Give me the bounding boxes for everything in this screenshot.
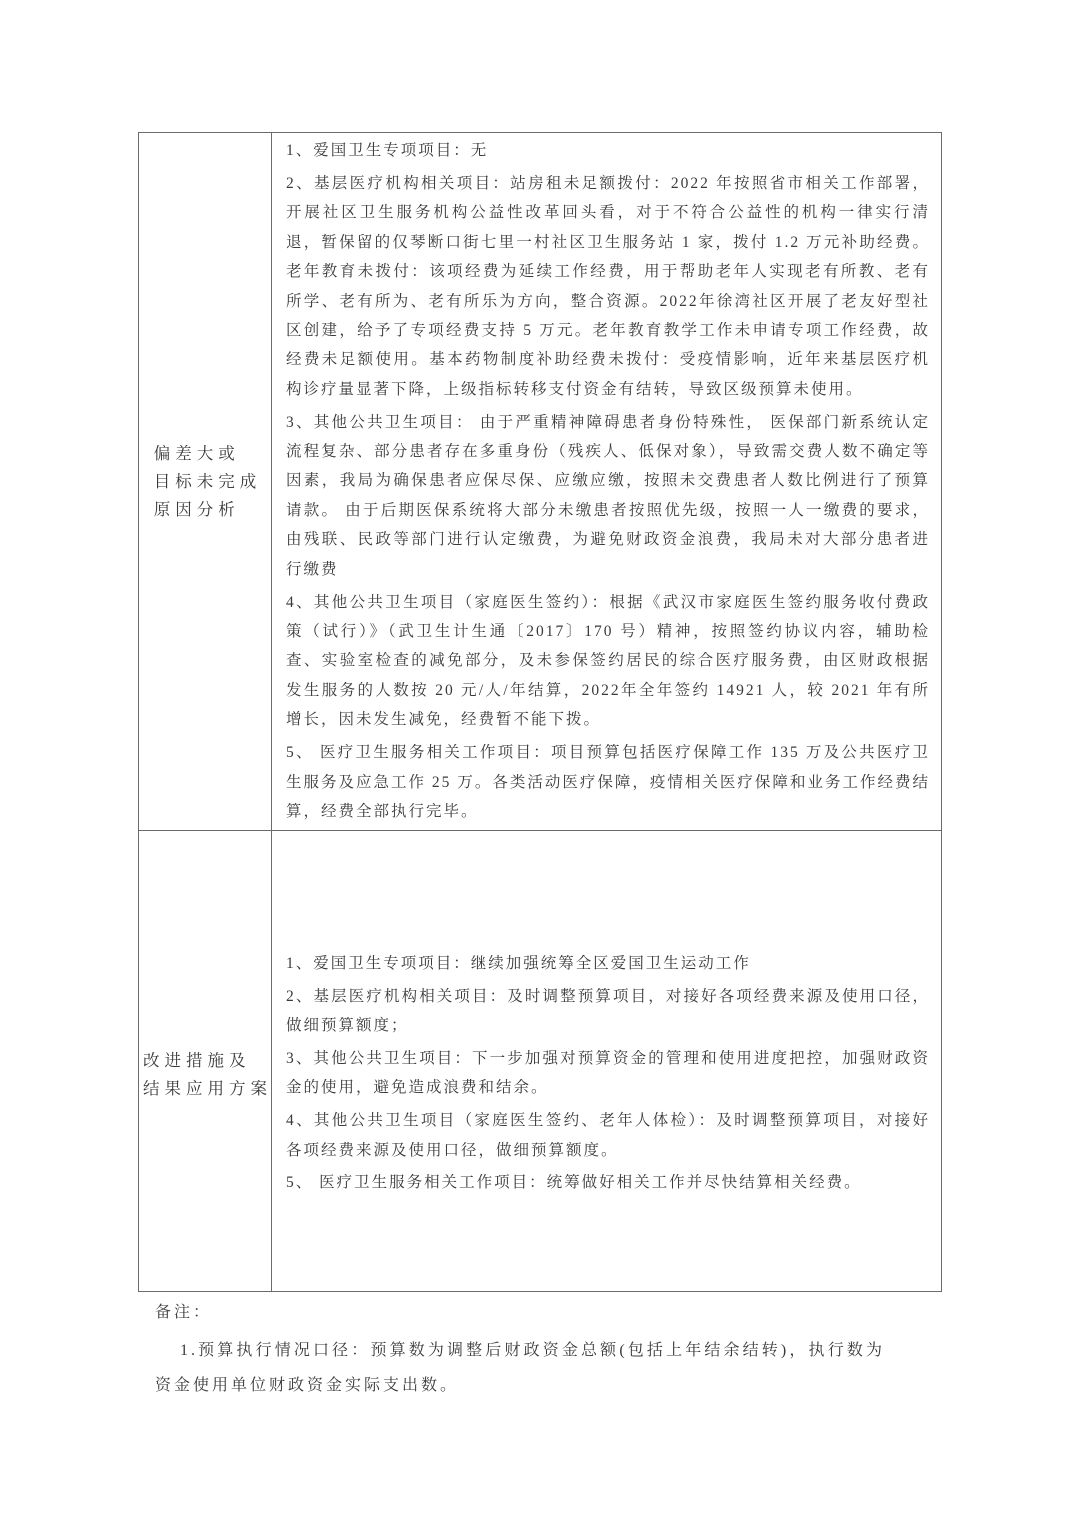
content-paragraph: 3、其他公共卫生项目： 由于严重精神障碍患者身份特殊性， 医保部门新系统认定流程复杂、部分患者存在多重身份（残疾人、低保对象），导致需交费人数不确定等因素，我局为确保患者应保尽保、应缴应缴，按照未交费患者人数比例进行了预算请款。 由于后期医保系统将大部分未缴患者按照优先级，按照一人一缴费的要求，由残联、民政等部门进行认定缴费，为避免财政资金浪费，我局未对大部分患者进行缴费 [286,413,930,578]
row-label-line: 目标未完成 [153,471,262,491]
content-paragraph: 5、 医疗卫生服务相关工作项目：项目预算包括医疗保障工作 135 万及公共医疗卫生服务及应急工作 25 万。各类活动医疗保障，疫情相关医疗保障和业务工作经费结算，经费全部执行完毕。 [286,744,930,820]
row-label-line: 原因分析 [153,499,240,519]
row-label-deviation-analysis [139,133,272,830]
content-paragraph: 5、 医疗卫生服务相关工作项目：统筹做好相关工作并尽快结算相关经费。 [286,1174,862,1192]
row-label-line: 结果应用方案 [143,1079,272,1098]
table-row-deviation-analysis [139,133,941,831]
notes-paragraphs [155,1333,885,1403]
notes-section [155,1298,885,1403]
performance-report-table [138,132,942,1292]
row-label-lines [149,440,262,524]
row-label-line: 改进措施及 [143,1051,251,1070]
row-label-improvement-plan [139,831,272,1291]
row-label-lines [138,1047,272,1103]
row-content-deviation-analysis [272,133,941,830]
row-label-line: 偏差大或 [153,443,240,463]
content-paragraph: 2、基层医疗机构相关项目：及时调整预算项目，对接好各项经费来源及使用口径，做细预算额度； [286,987,930,1034]
content-paragraph: 2、基层医疗机构相关项目：站房租未足额拨付：2022 年按照省市相关工作部署，开展社区卫生服务机构公益性改革回头看，对于不符合公益性的机构一律实行清退，暂保留的仅琴断口街七里一村社区卫生服务站 1 家，拨付 1.2 万元补助经费。老年教育未拨付：该项经费为延续工作经费，用于帮助老年人实现老有所教、老有所学、老有所为、老有所乐为方向，整合资源。2022年徐湾社区开展了老友好型社区创建，给予了专项经费支持 5 万元。老年教育教学工作未申请专项工作经费，故经费未足额使用。基本药物制度补助经费未拨付：受疫情影响，近年来基层医疗机构诊疗量显著下降，上级指标转移支付资金有结转，导致区级预算未使用。 [286,174,930,398]
content-paragraph: 1、爱国卫生专项项目：无 [286,142,489,159]
row-content-improvement-plan [272,831,941,1291]
content-paragraph: 3、其他公共卫生项目：下一步加强对预算资金的管理和使用进度把控，加强财政资金的使用，避免造成浪费和结余。 [286,1049,930,1097]
notes-heading: 备注： [155,1304,213,1321]
content-paragraph: 4、其他公共卫生项目（家庭医生签约、老年人体检）：及时调整预算项目，对接好各项经费来源及使用口径，做细预算额度。 [286,1112,930,1159]
content-paragraph: 1、爱国卫生专项项目：继续加强统筹全区爱国卫生运动工作 [286,954,751,972]
table-row-improvement-plan [139,831,941,1291]
content-paragraph: 4、其他公共卫生项目（家庭医生签约）：根据《武汉市家庭医生签约服务收付费政策（试行）》（武卫生计生通〔2017〕170 号）精神，按照签约协议内容，辅助检查、实验室检查的减免部分，及未参保签约居民的综合医疗服务费，由区财政根据发生服务的人数按 20 元/人/年结算，2022年全年签约 14921 人，较 2021 年有所增长，因未发生减免，经费暂不能下拨。 [286,593,930,729]
deviation-analysis-items [286,136,930,826]
improvement-plan-items [286,949,930,1202]
note-paragraph: 1.预算执行情况口径：预算数为调整后财政资金总额(包括上年结余结转)，执行数为资金使用单位财政资金实际支出数。 [155,1342,885,1394]
